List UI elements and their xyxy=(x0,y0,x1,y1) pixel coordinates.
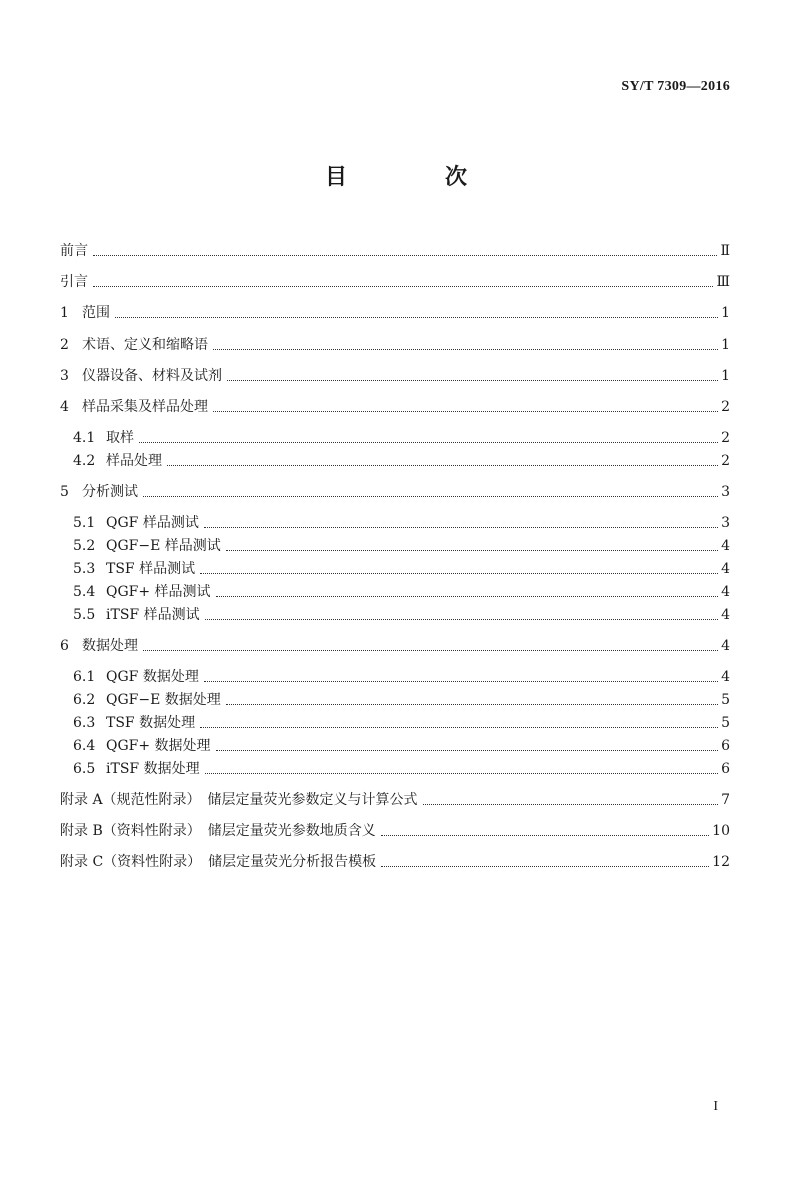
dot-leader xyxy=(167,465,718,466)
toc-entry-page: 2 xyxy=(721,430,730,446)
dot-leader xyxy=(226,704,718,705)
toc-entry-5-4[interactable] xyxy=(73,579,730,601)
toc-entry-title: 取样 xyxy=(106,430,134,446)
toc-entry-appendix-c[interactable] xyxy=(60,849,730,871)
toc-entry-number: 3 xyxy=(60,368,69,384)
toc-entry-page: 4 xyxy=(721,669,730,685)
toc-entry-title: QGF−E 样品测试 xyxy=(106,538,221,554)
toc-entry-title: 术语、定义和缩略语 xyxy=(82,337,208,353)
toc-entry-page: 2 xyxy=(721,453,730,469)
toc-entry-title: 引言 xyxy=(60,274,88,290)
dot-leader xyxy=(213,411,718,412)
dot-leader xyxy=(93,255,717,256)
toc-entry-3[interactable] xyxy=(60,363,730,385)
toc-entry-number: 6.2 xyxy=(73,692,96,708)
toc-entry-5-5[interactable] xyxy=(73,602,730,624)
toc-entry-title: 附录 B（资料性附录） 储层定量荧光参数地质含义 xyxy=(60,823,376,839)
toc-entry-number: 6.1 xyxy=(73,669,96,685)
toc-entry-number: 5.5 xyxy=(73,607,96,623)
toc-entry-appendix-a[interactable] xyxy=(60,787,730,809)
toc-entry-number: 4 xyxy=(60,399,69,415)
toc-entry-page: Ⅱ xyxy=(720,243,730,259)
toc-entry-4-2[interactable] xyxy=(73,448,730,470)
toc-entry-number: 4.1 xyxy=(73,430,96,446)
toc-entry-foreword[interactable] xyxy=(60,238,730,260)
toc-entry-5[interactable] xyxy=(60,479,730,501)
toc-entry-6[interactable] xyxy=(60,633,730,655)
dot-leader xyxy=(226,550,718,551)
toc-entry-number: 6.4 xyxy=(73,738,96,754)
toc-entry-title: QGF+ 数据处理 xyxy=(106,738,211,754)
toc-entry-page: 3 xyxy=(721,484,730,500)
dot-leader xyxy=(200,727,718,728)
toc-entry-number: 6.5 xyxy=(73,761,96,777)
toc-entry-page: 1 xyxy=(721,337,730,353)
toc-entry-6-5[interactable] xyxy=(73,756,730,778)
dot-leader xyxy=(139,442,718,443)
toc-entry-title: iTSF 样品测试 xyxy=(106,607,200,623)
toc-entry-number: 6.3 xyxy=(73,715,96,731)
toc-entry-number: 4.2 xyxy=(73,453,96,469)
toc-entry-title: TSF 样品测试 xyxy=(106,561,196,577)
standard-code: SY/T 7309—2016 xyxy=(621,79,730,94)
toc-entry-6-1[interactable] xyxy=(73,664,730,686)
toc-entry-page: 12 xyxy=(712,854,730,870)
dot-leader xyxy=(381,866,709,867)
toc-entry-2[interactable] xyxy=(60,332,730,354)
toc-entry-number: 5.4 xyxy=(73,584,96,600)
toc-entry-number: 5 xyxy=(60,484,69,500)
dot-leader xyxy=(213,349,718,350)
toc-entry-6-4[interactable] xyxy=(73,733,730,755)
dot-leader xyxy=(216,750,719,751)
toc-entry-page: Ⅲ xyxy=(716,274,730,290)
dot-leader xyxy=(200,573,718,574)
toc-entry-title: 样品采集及样品处理 xyxy=(82,399,208,415)
toc-entry-number: 5.1 xyxy=(73,515,96,531)
toc-entry-page: 6 xyxy=(721,738,730,754)
toc-entry-page: 3 xyxy=(721,515,730,531)
toc-entry-title: 范围 xyxy=(82,305,110,321)
toc-entry-title: iTSF 数据处理 xyxy=(106,761,200,777)
toc-entry-introduction[interactable] xyxy=(60,269,730,291)
toc-entry-page: 6 xyxy=(721,761,730,777)
toc-entry-6-2[interactable] xyxy=(73,687,730,709)
toc-entry-page: 5 xyxy=(721,715,730,731)
toc-entry-page: 10 xyxy=(712,823,730,839)
dot-leader xyxy=(93,286,713,287)
toc-entry-4-1[interactable] xyxy=(73,425,730,447)
toc-entry-title: TSF 数据处理 xyxy=(106,715,196,731)
toc-entry-title: 数据处理 xyxy=(82,638,138,654)
dot-leader xyxy=(227,380,718,381)
toc-entry-number: 2 xyxy=(60,337,69,353)
dot-leader xyxy=(205,619,719,620)
dot-leader xyxy=(205,773,719,774)
toc-entry-page: 4 xyxy=(721,584,730,600)
toc-entry-page: 2 xyxy=(721,399,730,415)
toc-entry-number: 1 xyxy=(60,305,69,321)
toc-entry-page: 1 xyxy=(721,305,730,321)
toc-entry-title: QGF−E 数据处理 xyxy=(106,692,221,708)
toc-entry-page: 7 xyxy=(721,792,730,808)
toc-entry-1[interactable] xyxy=(60,300,730,322)
toc-entry-number: 5.2 xyxy=(73,538,96,554)
toc-entry-page: 4 xyxy=(721,538,730,554)
dot-leader xyxy=(115,317,718,318)
page-title: 目 次 xyxy=(324,165,505,190)
toc-entry-title: 仪器设备、材料及试剂 xyxy=(82,368,222,384)
toc-entry-4[interactable] xyxy=(60,394,730,416)
toc-entry-5-2[interactable] xyxy=(73,533,730,555)
dot-leader xyxy=(216,596,719,597)
toc-entry-title: 前言 xyxy=(60,243,88,259)
toc-entry-appendix-b[interactable] xyxy=(60,818,730,840)
toc-entry-page: 1 xyxy=(721,368,730,384)
toc-entry-title: QGF 样品测试 xyxy=(106,515,199,531)
toc-entry-page: 4 xyxy=(721,607,730,623)
toc-entry-title: QGF+ 样品测试 xyxy=(106,584,211,600)
toc-entry-5-3[interactable] xyxy=(73,556,730,578)
dot-leader xyxy=(204,527,718,528)
dot-leader xyxy=(143,650,718,651)
dot-leader xyxy=(204,681,718,682)
toc-entry-title: QGF 数据处理 xyxy=(106,669,199,685)
toc-entry-5-1[interactable] xyxy=(73,510,730,532)
toc-entry-number: 5.3 xyxy=(73,561,96,577)
toc-entry-title: 样品处理 xyxy=(106,453,162,469)
page-number: I xyxy=(713,1099,718,1114)
toc-entry-number: 6 xyxy=(60,638,69,654)
toc-entry-page: 4 xyxy=(721,561,730,577)
dot-leader xyxy=(423,804,719,805)
toc-entry-page: 5 xyxy=(721,692,730,708)
toc-entry-page: 4 xyxy=(721,638,730,654)
dot-leader xyxy=(381,835,709,836)
toc-entry-title: 分析测试 xyxy=(82,484,138,500)
toc-entry-title: 附录 C（资料性附录） 储层定量荧光分析报告模板 xyxy=(60,854,377,870)
toc-entry-title: 附录 A（规范性附录） 储层定量荧光参数定义与计算公式 xyxy=(60,792,418,808)
toc-entry-6-3[interactable] xyxy=(73,710,730,732)
dot-leader xyxy=(143,496,718,497)
